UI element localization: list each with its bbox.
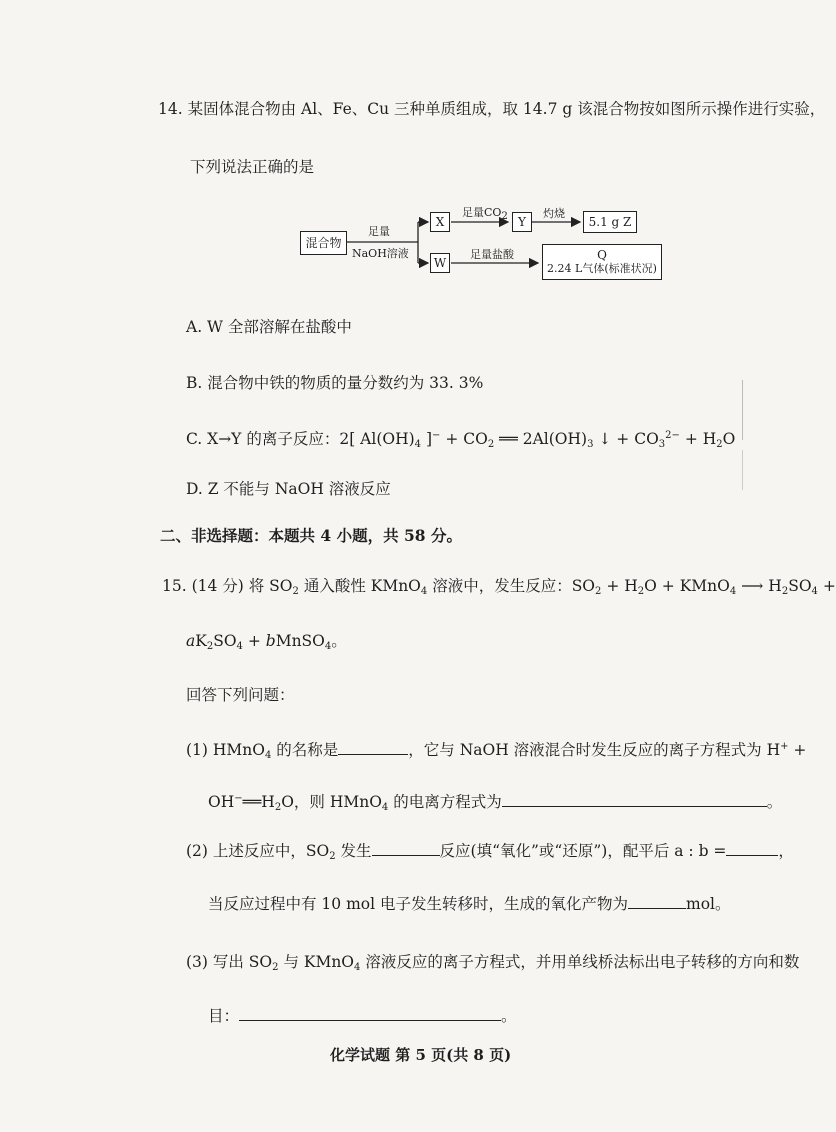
y-box: Y — [512, 212, 532, 232]
co2-label: 足量$CO_2$ — [462, 206, 508, 222]
q15-part3-line1: (3) 写出 $SO_2$ 与 KMnO$_4$ 溶液反应的离子方程式，并用单线桥法标出电子转移的方向和数 — [186, 953, 800, 973]
reagent-bottom-label: NaOH溶液 — [352, 247, 409, 260]
q-box — [542, 244, 662, 280]
reagent-top-label: 足量 — [368, 225, 390, 238]
q15-part3-line2: 目： 。 — [208, 1007, 517, 1025]
margin-mark — [742, 380, 743, 440]
burn-label: 灼烧 — [543, 207, 565, 220]
q15-part2-line1: (2) 上述反应中，$SO_2$ 发生 反应(填“氧化”或“还原”)，配平后 a : b = ， — [186, 842, 794, 862]
q15-line1: 15. (14 分) 将 $SO_2$ 通入酸性 KMnO$_4$ 溶液中，发生反应：$SO_2 + H_2O$ + KMnO$_4$ ⟶ $H_2SO_4$ + — [162, 577, 836, 597]
blank-4[interactable] — [726, 841, 778, 856]
mixture-box: 混合物 — [300, 231, 347, 255]
blank-1[interactable] — [338, 740, 408, 755]
q14-stem-line1: 14. 某固体混合物由 Al、Fe、Cu 三种单质组成，取 14.7 g 该混合物按如图所示操作进行实验， — [158, 100, 826, 118]
blank-2[interactable] — [502, 792, 767, 807]
option-d: D. Z 不能与 NaOH 溶液反应 — [186, 480, 391, 498]
x-box: X — [430, 212, 450, 232]
w-box: W — [430, 253, 450, 273]
q15-part1-line1: (1) HMnO$_4$ 的名称是 ，它与 NaOH 溶液混合时发生反应的离子方程式为 H+ + — [186, 741, 807, 761]
q15-line2: $aK_2SO_4$ + bMnSO$_4$。 — [186, 632, 347, 652]
q15-part1-line2: $OH^-══H_2O$，则 HMnO$_4$ 的电离方程式为 。 — [208, 793, 783, 813]
option-c: C. X→Y 的离子反应：2[ $Al(OH)_4$ ]$^- + CO_2$ ══ $2Al(OH)_3$ ↓ + $CO_3^{2-} + H_2O$ — [186, 430, 736, 450]
hcl-label: 足量盐酸 — [470, 248, 514, 261]
gas-label: 2.24 L气体(标准状况) — [547, 262, 657, 275]
q15-part2-line2: 当反应过程中有 10 mol 电子发生转移时，生成的氧化产物为 mol。 — [208, 895, 731, 913]
q14-stem-line2: 下列说法正确的是 — [190, 158, 315, 176]
page-footer: 化学试题 第 5 页(共 8 页) — [330, 1046, 512, 1064]
section-2-header: 二、非选择题：本题共 4 小题，共 58 分。 — [160, 526, 462, 545]
margin-mark — [742, 450, 743, 490]
blank-3[interactable] — [372, 841, 440, 856]
option-a: A. W 全部溶解在盐酸中 — [186, 318, 352, 336]
answer-prompt: 回答下列问题： — [186, 686, 295, 704]
blank-6[interactable] — [239, 1006, 501, 1021]
blank-5[interactable] — [628, 894, 686, 909]
option-b: B. 混合物中铁的物质的量分数约为 33. 3% — [186, 374, 484, 392]
z-box: 5.1 g Z — [583, 211, 637, 233]
q-label: Q — [597, 248, 607, 262]
flow-arrows — [0, 0, 800, 320]
